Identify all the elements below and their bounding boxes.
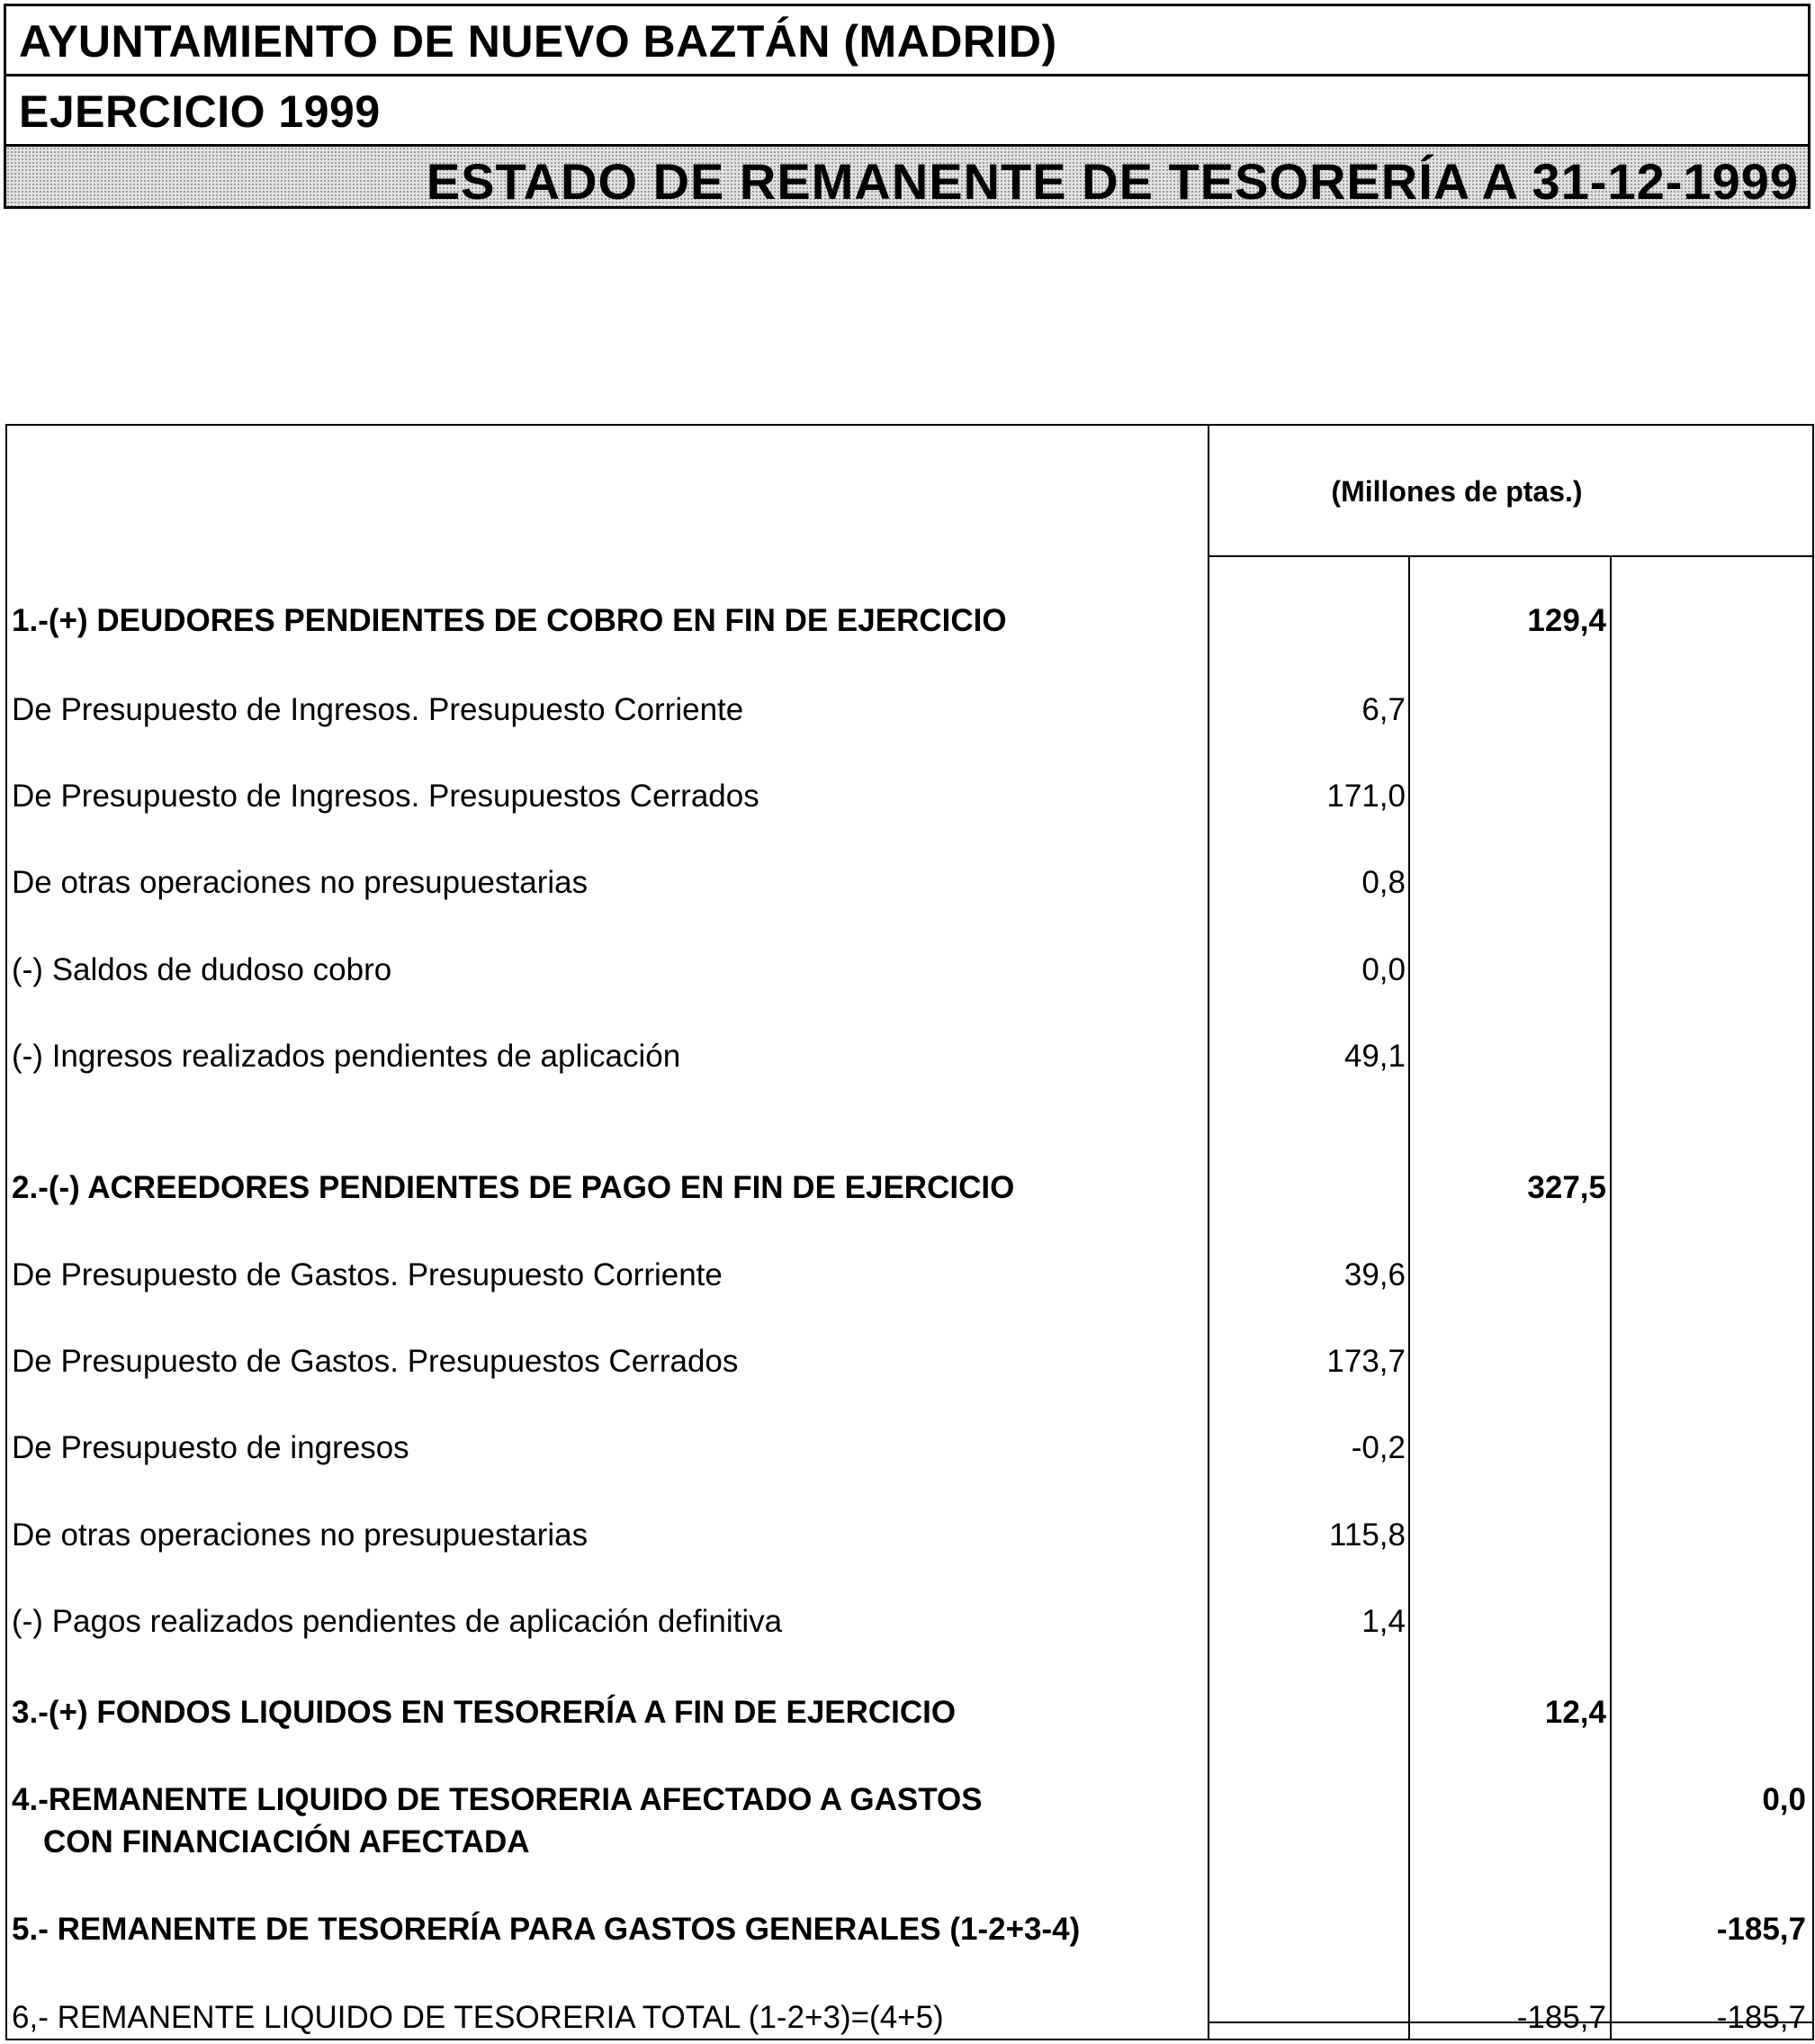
row-value: -185,7 <box>1716 1912 1806 1947</box>
municipality-title: AYUNTAMIENTO DE NUEVO BAZTÁN (MADRID) <box>19 16 1057 67</box>
row-label: (-) Pagos realizados pendientes de aplicación definitiva <box>12 1604 783 1639</box>
row-value: -185,7 <box>1716 2000 1806 2035</box>
header-subtitle-row <box>6 147 1808 210</box>
row-label: 3.-(+) FONDOS LIQUIDOS EN TESORERÍA A FIN DE EJERCICIO <box>12 1695 957 1730</box>
row-value: -185,7 <box>1516 2000 1606 2035</box>
col-divider <box>1610 555 1612 2040</box>
row-value: 173,7 <box>1326 1344 1406 1379</box>
row-label: 4.-REMANENTE LIQUIDO DE TESORERIA AFECTADO A GASTOS <box>12 1782 983 1817</box>
row-label: 5.- REMANENTE DE TESORERÍA PARA GASTOS GENERALES (1-2+3-4) <box>12 1912 1081 1947</box>
col-divider <box>1408 555 1410 2040</box>
row-value: 171,0 <box>1326 779 1406 814</box>
row-label: De otras operaciones no presupuestarias <box>12 1517 589 1553</box>
row-label: De Presupuesto de Gastos. Presupuesto Corriente <box>12 1257 723 1292</box>
row-value: 1,4 <box>1361 1604 1406 1639</box>
row-label: 1.-(+) DEUDORES PENDIENTES DE COBRO EN FIN DE EJERCICIO <box>12 603 1007 638</box>
row-label: De Presupuesto de Ingresos. Presupuesto Corriente <box>12 692 744 727</box>
row-value: 129,4 <box>1527 603 1606 638</box>
col-divider <box>1208 424 1209 2040</box>
row-value: 39,6 <box>1343 1257 1406 1292</box>
row-value: -0,2 <box>1351 1430 1406 1465</box>
row-label: De Presupuesto de Gastos. Presupuestos Cerrados <box>12 1344 739 1379</box>
header-year-row <box>6 77 1808 147</box>
row-value: 0,8 <box>1361 865 1406 900</box>
header-divider <box>1208 555 1814 557</box>
row-value: 0,0 <box>1762 1782 1806 1817</box>
row-label: 2.-(-) ACREEDORES PENDIENTES DE PAGO EN FIN DE EJERCICIO <box>12 1170 1015 1205</box>
report-subtitle: ESTADO DE REMANENTE DE TESORERÍA A 31-12-1999 <box>426 153 1799 210</box>
row-label: De Presupuesto de Ingresos. Presupuestos Cerrados <box>12 779 759 814</box>
row-value: 327,5 <box>1527 1170 1606 1205</box>
row-label: (-) Saldos de dudoso cobro <box>12 952 392 987</box>
row-value: 6,7 <box>1361 692 1406 727</box>
row-value: 115,8 <box>1329 1517 1406 1553</box>
row-value: 12,4 <box>1544 1695 1606 1730</box>
row-label: De otras operaciones no presupuestarias <box>12 865 589 900</box>
report-header <box>4 4 1811 209</box>
header-title-row <box>6 6 1808 77</box>
row-label: 6,- REMANENTE LIQUIDO DE TESORERIA TOTAL (1-2+3)=(4+5) <box>12 2000 944 2035</box>
row-label-continuation: CON FINANCIACIÓN AFECTADA <box>43 1824 530 1859</box>
fiscal-year: EJERCICIO 1999 <box>19 86 381 137</box>
unit-label: (Millones de ptas.) <box>1331 475 1583 508</box>
row-label: De Presupuesto de ingresos <box>12 1430 409 1465</box>
row-value: 0,0 <box>1361 952 1406 987</box>
row-label: (-) Ingresos realizados pendientes de aplicación <box>12 1039 681 1074</box>
row-value: 49,1 <box>1343 1039 1406 1074</box>
